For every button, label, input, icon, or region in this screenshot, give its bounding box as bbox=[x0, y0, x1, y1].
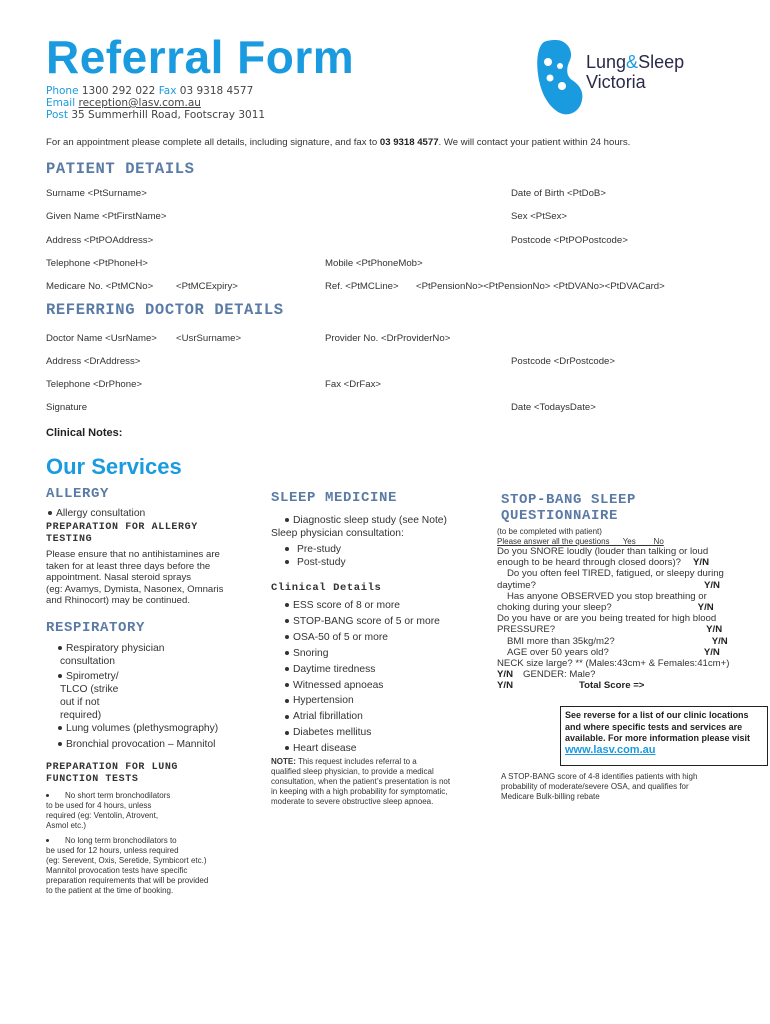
clinical-item-label: STOP-BANG score of 5 or more bbox=[293, 615, 440, 627]
doctor-telephone: Telephone <DrPhone> bbox=[46, 379, 143, 390]
doctor-fax: Fax <DrFax> bbox=[325, 379, 381, 390]
clinical-item bbox=[285, 741, 440, 757]
clinical-item-label: OSA-50 of 5 or more bbox=[293, 631, 388, 643]
text-line: Mannitol provocation tests have specific bbox=[46, 866, 188, 875]
stopbang-footnote bbox=[501, 772, 766, 802]
bullet-icon bbox=[285, 746, 289, 750]
allergy-item bbox=[48, 507, 145, 520]
post-label: Post bbox=[46, 109, 68, 121]
respiratory-item-label: Bronchial provocation – Mannitol bbox=[66, 739, 216, 750]
patient-postcode: Postcode <PtPOPostcode> bbox=[511, 235, 628, 246]
patient-details-heading: PATIENT DETAILS bbox=[46, 160, 195, 178]
text-line: Asmol etc.) bbox=[46, 821, 87, 830]
text-line: No long term bronchodilators to bbox=[65, 836, 177, 845]
bullet-icon bbox=[285, 619, 289, 623]
text-line: This request includes referral to a bbox=[295, 757, 417, 766]
question-text: Do you often feel TIRED, fatigued, or sleepy during bbox=[507, 568, 724, 580]
allergy-prep-heading-line: TESTING bbox=[46, 534, 93, 545]
bullet-icon bbox=[58, 674, 62, 678]
respiratory-item bbox=[58, 670, 119, 722]
lung-prep-heading-line: PREPARATION FOR LUNG bbox=[46, 762, 179, 773]
question-text: enough to be heard through closed doors)? bbox=[497, 557, 682, 569]
phone-number: 1300 292 022 bbox=[81, 85, 156, 97]
question-text: Has anyone OBSERVED you stop breathing or bbox=[507, 590, 707, 602]
note-label: NOTE: bbox=[271, 757, 296, 766]
page-title: Referral Form bbox=[46, 31, 355, 83]
yn-answer[interactable]: Y/N bbox=[703, 579, 720, 591]
text-line: Medicare Bulk-billing rebate bbox=[501, 792, 600, 801]
allergy-prep-text bbox=[46, 549, 251, 607]
bullet-icon bbox=[285, 603, 289, 607]
allergy-prep-heading-line: PREPARATION FOR ALLERGY bbox=[46, 522, 198, 533]
allergy-prep-heading bbox=[46, 522, 198, 546]
text-line: probability of moderate/severe OSA, and qualifies for bbox=[501, 782, 689, 791]
clinical-item-label: Witnessed apnoeas bbox=[293, 679, 384, 691]
text-line: preparation requirements that will be provided bbox=[46, 876, 209, 885]
stopbang-sub2: Please answer all the questions Yes No bbox=[497, 537, 664, 546]
question-text: AGE over 50 years old? bbox=[507, 646, 609, 658]
doctor-name: Doctor Name <UsrName> bbox=[46, 333, 157, 344]
text-line: be used for 12 hours, unless required bbox=[46, 846, 179, 855]
question-text: Do you SNORE loudly (louder than talking or loud bbox=[497, 546, 709, 557]
sleep-note bbox=[271, 757, 486, 807]
post-address: 35 Summerhill Road, Footscray 3011 bbox=[71, 109, 266, 121]
respiratory-heading: RESPIRATORY bbox=[46, 620, 146, 636]
question-row bbox=[497, 557, 767, 568]
respiratory-item bbox=[58, 738, 215, 751]
email-link[interactable]: reception@lasv.com.au bbox=[78, 97, 201, 109]
clinical-item bbox=[285, 709, 440, 725]
logo-word-sleep: Sleep bbox=[638, 52, 685, 72]
bullet-icon bbox=[58, 726, 62, 730]
short-bronchodilator-note bbox=[46, 791, 256, 831]
question-text: PRESSURE? bbox=[497, 624, 556, 636]
doctor-address: Address <DrAddress> bbox=[46, 356, 141, 367]
sleep-sub-item bbox=[285, 556, 346, 569]
patient-dob: Date of Birth <PtDoB> bbox=[511, 188, 606, 199]
sleep-sub-item bbox=[285, 543, 341, 556]
text-line: appointment. Nasal steroid sprays bbox=[46, 572, 192, 583]
total-score-label: Total Score => bbox=[579, 680, 645, 692]
logo-word-lung: Lung bbox=[586, 52, 627, 72]
logo-text bbox=[586, 52, 684, 92]
lung-prep-heading-line: FUNCTION TESTS bbox=[46, 774, 139, 785]
bullet-icon bbox=[285, 683, 289, 687]
allergy-item-label: Allergy consultation bbox=[56, 508, 146, 519]
clinical-item bbox=[285, 598, 440, 614]
respiratory-item-label: Lung volumes (plethysmography) bbox=[66, 723, 219, 734]
clinical-item-label: Hypertension bbox=[293, 695, 354, 707]
intro-before: For an appointment please complete all details, including signature, and fax to bbox=[46, 137, 380, 148]
lung-logo-icon bbox=[536, 40, 584, 116]
fax-number: 03 9318 4577 bbox=[179, 85, 254, 97]
patient-pension: <PtPensionNo><PtPensionNo> <PtDVANo><PtDVACard> bbox=[416, 281, 665, 292]
clinical-item bbox=[285, 662, 440, 678]
yn-answer[interactable]: Y/N bbox=[497, 669, 513, 681]
question-text: choking during your sleep? bbox=[497, 602, 612, 614]
clinical-item-label: Diabetes mellitus bbox=[293, 727, 372, 739]
sleep-item-label: Diagnostic sleep study (see Note) bbox=[293, 515, 447, 526]
fax-label: Fax bbox=[158, 85, 177, 97]
sleep-sub-label: Post-study bbox=[297, 557, 346, 568]
question-row bbox=[497, 602, 767, 613]
stopbang-questions bbox=[497, 546, 767, 692]
question-row bbox=[497, 647, 767, 658]
doctor-date: Date <TodaysDate> bbox=[511, 402, 596, 413]
patient-mobile: Mobile <PtPhoneMob> bbox=[325, 258, 423, 269]
text-line: taken for at least three days before the bbox=[46, 560, 211, 572]
bullet-icon bbox=[58, 742, 62, 746]
contact-phone bbox=[46, 85, 253, 97]
bullet-icon bbox=[58, 646, 62, 650]
clinical-item bbox=[285, 614, 440, 630]
allergy-heading: ALLERGY bbox=[46, 486, 110, 502]
bullet-icon bbox=[48, 511, 52, 515]
question-row bbox=[497, 669, 767, 680]
respiratory-item-label: Respiratory physician bbox=[66, 643, 165, 654]
respiratory-item-label: consultation bbox=[60, 656, 115, 667]
sleep-item bbox=[285, 514, 447, 527]
respiratory-item-label: out if not bbox=[60, 697, 100, 708]
bullet-icon bbox=[46, 794, 49, 797]
logo-word-victoria: Victoria bbox=[586, 72, 646, 92]
intro-text bbox=[46, 137, 630, 148]
intro-fax: 03 9318 4577 bbox=[379, 137, 439, 148]
question-row bbox=[497, 624, 767, 635]
bullet-icon bbox=[285, 560, 289, 564]
yn-answer[interactable]: Y/N bbox=[697, 602, 714, 614]
text-line: to the patient at the time of booking. bbox=[46, 886, 174, 895]
text-line: moderate to severe obstructive sleep apnoea. bbox=[271, 797, 434, 806]
clinical-notes-label: Clinical Notes: bbox=[46, 427, 123, 439]
logo bbox=[536, 40, 736, 130]
sleep-medicine-heading: SLEEP MEDICINE bbox=[271, 490, 398, 506]
info-box-line: and where specific tests and services are bbox=[565, 721, 743, 732]
patient-ref: Ref. <PtMCLine> bbox=[325, 281, 399, 292]
doctor-details-heading: REFERRING DOCTOR DETAILS bbox=[46, 301, 284, 319]
contact-post bbox=[46, 109, 265, 121]
patient-given-name: Given Name <PtFirstName> bbox=[46, 211, 167, 222]
clinical-item bbox=[285, 646, 440, 662]
text-line: qualified sleep physician, to provide a medical bbox=[271, 767, 434, 776]
phone-label: Phone bbox=[46, 85, 79, 97]
yn-answer[interactable]: Y/N bbox=[497, 680, 513, 692]
text-line: A STOP-BANG score of 4-8 identifies patients with high bbox=[501, 772, 698, 781]
email-label: Email bbox=[46, 97, 76, 109]
question-text: daytime? bbox=[497, 579, 536, 591]
clinical-item bbox=[285, 678, 440, 694]
respiratory-item-label: Spirometry/ bbox=[66, 671, 119, 682]
info-box-line: See reverse for a list of our clinic locations bbox=[565, 710, 749, 720]
logo-amp: & bbox=[626, 52, 639, 72]
clinical-item-label: Snoring bbox=[293, 647, 329, 659]
patient-sex: Sex <PtSex> bbox=[511, 211, 567, 222]
question-row bbox=[497, 580, 767, 591]
yn-answer[interactable]: Y/N bbox=[693, 557, 710, 569]
clinical-details-list bbox=[285, 598, 440, 757]
question-text: GENDER: Male? bbox=[523, 669, 596, 681]
intro-after: . We will contact your patient within 24 hours. bbox=[438, 137, 631, 148]
clinical-item-label: Heart disease bbox=[293, 743, 357, 755]
question-text: NECK size large? ** (Males:43cm+ & Females:41cm+) bbox=[497, 658, 730, 670]
info-box bbox=[560, 706, 768, 766]
question-row bbox=[497, 636, 767, 647]
bullet-icon bbox=[285, 518, 289, 522]
clinical-item-label: Atrial fibrillation bbox=[293, 711, 363, 723]
bullet-icon bbox=[285, 699, 289, 703]
text-line: Please ensure that no antihistamines are bbox=[46, 549, 220, 560]
doctor-provider: Provider No. <DrProviderNo> bbox=[325, 333, 451, 344]
text-line: (eg: Avamys, Dymista, Nasonex, Omnaris bbox=[46, 583, 224, 595]
stopbang-heading-line: STOP-BANG SLEEP bbox=[501, 492, 637, 508]
bullet-icon bbox=[285, 731, 289, 735]
text-line: (eg: Serevent, Oxis, Seretide, Symbicort etc.) bbox=[46, 856, 207, 865]
contact-email bbox=[46, 97, 201, 109]
website-link[interactable]: www.lasv.com.au bbox=[565, 743, 656, 756]
doctor-surname: <UsrSurname> bbox=[176, 333, 242, 344]
yn-answer[interactable]: Y/N bbox=[706, 624, 723, 636]
patient-mc-expiry: <PtMCExpiry> bbox=[176, 281, 238, 292]
respiratory-item bbox=[58, 722, 218, 735]
doctor-signature: Signature bbox=[46, 402, 88, 413]
yn-answer[interactable]: Y/N bbox=[711, 635, 728, 647]
respiratory-item bbox=[58, 642, 164, 668]
clinical-item bbox=[285, 630, 440, 646]
bullet-icon bbox=[285, 635, 289, 639]
bullet-icon bbox=[46, 839, 49, 842]
respiratory-item-label: TLCO (strike bbox=[60, 684, 119, 695]
patient-medicare: Medicare No. <PtMCNo> bbox=[46, 281, 154, 292]
stopbang-heading bbox=[501, 492, 636, 524]
patient-address: Address <PtPOAddress> bbox=[46, 235, 154, 246]
clinical-item-label: Daytime tiredness bbox=[293, 663, 376, 675]
stopbang-sub1: (to be completed with patient) bbox=[497, 527, 602, 536]
bullet-icon bbox=[285, 547, 289, 551]
text-line: No short term bronchodilators bbox=[65, 791, 171, 800]
clinical-item bbox=[285, 725, 440, 741]
bullet-icon bbox=[285, 651, 289, 655]
clinical-item-label: ESS score of 8 or more bbox=[293, 600, 401, 611]
stopbang-heading-line: QUESTIONNAIRE bbox=[501, 508, 619, 524]
clinical-item bbox=[285, 693, 440, 709]
question-row bbox=[497, 680, 767, 691]
long-bronchodilator-note bbox=[46, 836, 261, 896]
question-text: Do you have or are you being treated for high blood bbox=[497, 613, 717, 625]
question-text: BMI more than 35kg/m2? bbox=[507, 635, 615, 647]
bullet-icon bbox=[285, 667, 289, 671]
respiratory-item-label: required) bbox=[60, 710, 102, 721]
sleep-consult-label: Sleep physician consultation: bbox=[271, 528, 404, 539]
services-title: Our Services bbox=[46, 454, 182, 479]
patient-surname: Surname <PtSurname> bbox=[46, 188, 147, 199]
clinical-details-heading: Clinical Details bbox=[271, 582, 382, 594]
yn-answer[interactable]: Y/N bbox=[703, 646, 720, 658]
patient-telephone: Telephone <PtPhoneH> bbox=[46, 258, 148, 269]
text-line: required (eg: Ventolin, Atrovent, bbox=[46, 811, 159, 820]
sleep-sub-label: Pre-study bbox=[297, 544, 342, 555]
text-line: consultation, when the patient’s presentation is not bbox=[271, 777, 451, 786]
bullet-icon bbox=[285, 715, 289, 719]
text-line: in keeping with a high probability for symptomatic, bbox=[271, 787, 448, 796]
text-line: and Rhinocort) may be continued. bbox=[46, 595, 190, 606]
text-line: to be used for 4 hours, unless bbox=[46, 801, 152, 810]
info-box-line: available. For more information please visit bbox=[565, 733, 751, 743]
lung-prep-heading bbox=[46, 762, 178, 786]
doctor-postcode: Postcode <DrPostcode> bbox=[511, 356, 615, 367]
